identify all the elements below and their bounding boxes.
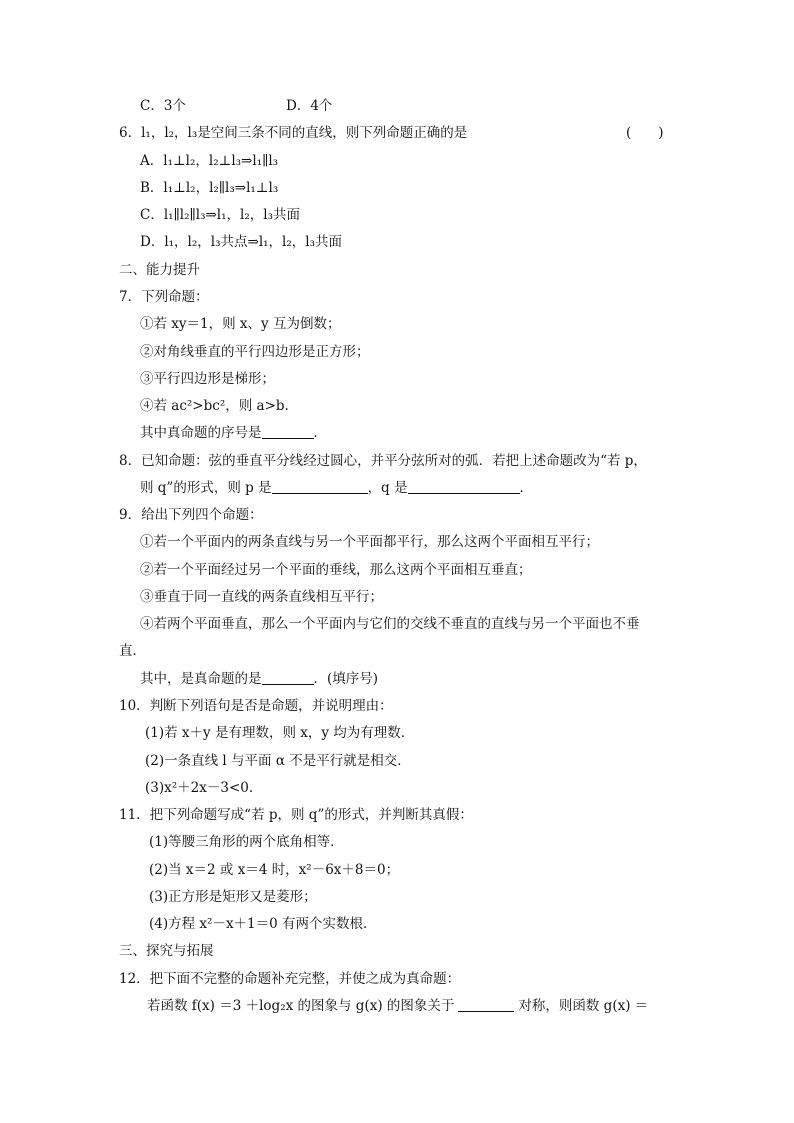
q6-option-d: D．l₁，l₂，l₃共点⇒l₁，l₂，l₃共面: [140, 234, 343, 250]
q6-option-c: C．l₁∥l₂∥l₃⇒l₁，l₂，l₃共面: [140, 207, 300, 223]
q9-item-4: ④若两个平面垂直，那么一个平面内与它们的交线不垂直的直线与另一个平面也不垂: [140, 616, 640, 632]
q11-item-1: (1)等腰三角形的两个底角相等．: [149, 834, 344, 850]
section-heading-ability: 二、能力提升: [119, 262, 200, 278]
q7-item-1: ①若 xy＝1，则 x、y 互为倒数；: [140, 316, 341, 332]
q11-stem: 11．把下列命题写成“若 p，则 q”的形式，并判断其真假：: [119, 807, 473, 823]
q7-item-3: ③平行四边形是梯形；: [140, 371, 275, 387]
q12-text-a: 若函数 f(x) ＝3 ＋log₂x 的图象与 g(x) 的图象关于: [147, 998, 455, 1014]
q7-answer-line: [140, 424, 327, 442]
q9-answer-blank[interactable]: [262, 671, 314, 685]
q7-answer-prefix: 其中真命题的序号是: [140, 425, 262, 441]
q12-text-b: 对称，则函数 g(x) ＝: [518, 998, 649, 1014]
q9-item-1: ①若一个平面内的两条直线与另一个平面都平行，那么这两个平面相互平行；: [140, 534, 599, 550]
q8-line-1: 8．已知命题：弦的垂直平分线经过圆心，并平分弦所对的弧．若把上述命题改为“若 p，: [119, 453, 647, 469]
q10-item-1: (1)若 x＋y 是有理数，则 x，y 均为有理数．: [145, 725, 415, 741]
q10-item-2: (2)一条直线 l 与平面 α 不是平行就是相交．: [145, 753, 411, 769]
q10-item-3: (3)x²＋2x－3<0.: [145, 780, 254, 796]
q8-q-blank[interactable]: [408, 480, 520, 494]
q8-text-a: 则 q”的形式，则 p 是: [140, 480, 272, 496]
q8-text-c: ．: [519, 480, 533, 496]
q10-stem: 10．判断下列语句是否是命题，并说明理由：: [119, 698, 393, 714]
section-heading-explore: 三、探究与拓展: [119, 943, 214, 959]
q9-answer-suffix: ．(填序号): [313, 671, 379, 687]
q5-options-row: [140, 97, 332, 115]
q9-answer-line: [140, 670, 378, 688]
q6-option-a: A．l₁⊥l₂，l₂⊥l₃⇒l₁∥l₃: [140, 153, 279, 169]
q7-stem: 7．下列命题：: [119, 289, 209, 305]
q9-stem: 9．给出下列四个命题：: [119, 507, 263, 523]
q8-text-b: ，q 是: [367, 480, 408, 496]
q9-item-4-continued: 直．: [119, 643, 146, 659]
q12-stem: 12．把下面不完整的命题补充完整，并使之成为真命题：: [119, 971, 461, 987]
q11-item-4: (4)方程 x²－x＋1＝0 有两个实数根．: [149, 916, 377, 932]
q5-option-c: C．3个: [140, 98, 186, 114]
q8-p-blank[interactable]: [272, 480, 368, 494]
q5-option-d: D．4个: [286, 98, 333, 114]
q9-item-3: ③垂直于同一直线的两条直线相互平行；: [140, 589, 383, 605]
q11-item-2: (2)当 x＝2 或 x＝4 时，x²－6x＋8＝0；: [149, 862, 400, 878]
q6-answer-paren: ( ): [626, 125, 664, 141]
q11-item-3: (3)正方形是矩形又是菱形；: [149, 889, 317, 905]
q12-line: [147, 997, 648, 1015]
q7-answer-suffix: ．: [313, 425, 327, 441]
q6-option-b: B．l₁⊥l₂，l₂∥l₃⇒l₁⊥l₃: [140, 180, 279, 196]
q6-stem: 6．l₁，l₂，l₃是空间三条不同的直线，则下列命题正确的是: [119, 125, 468, 141]
q12-symmetry-blank[interactable]: [458, 998, 514, 1012]
q7-item-2: ②对角线垂直的平行四边形是正方形；: [140, 344, 370, 360]
q8-line-2: [140, 479, 533, 497]
q9-answer-prefix: 其中，是真命题的是: [140, 671, 262, 687]
q7-answer-blank[interactable]: [262, 425, 314, 439]
q7-item-4: ④若 ac²>bc²，则 a>b.: [140, 398, 289, 414]
q9-item-2: ②若一个平面经过另一个平面的垂线，那么这两个平面相互垂直；: [140, 562, 532, 578]
